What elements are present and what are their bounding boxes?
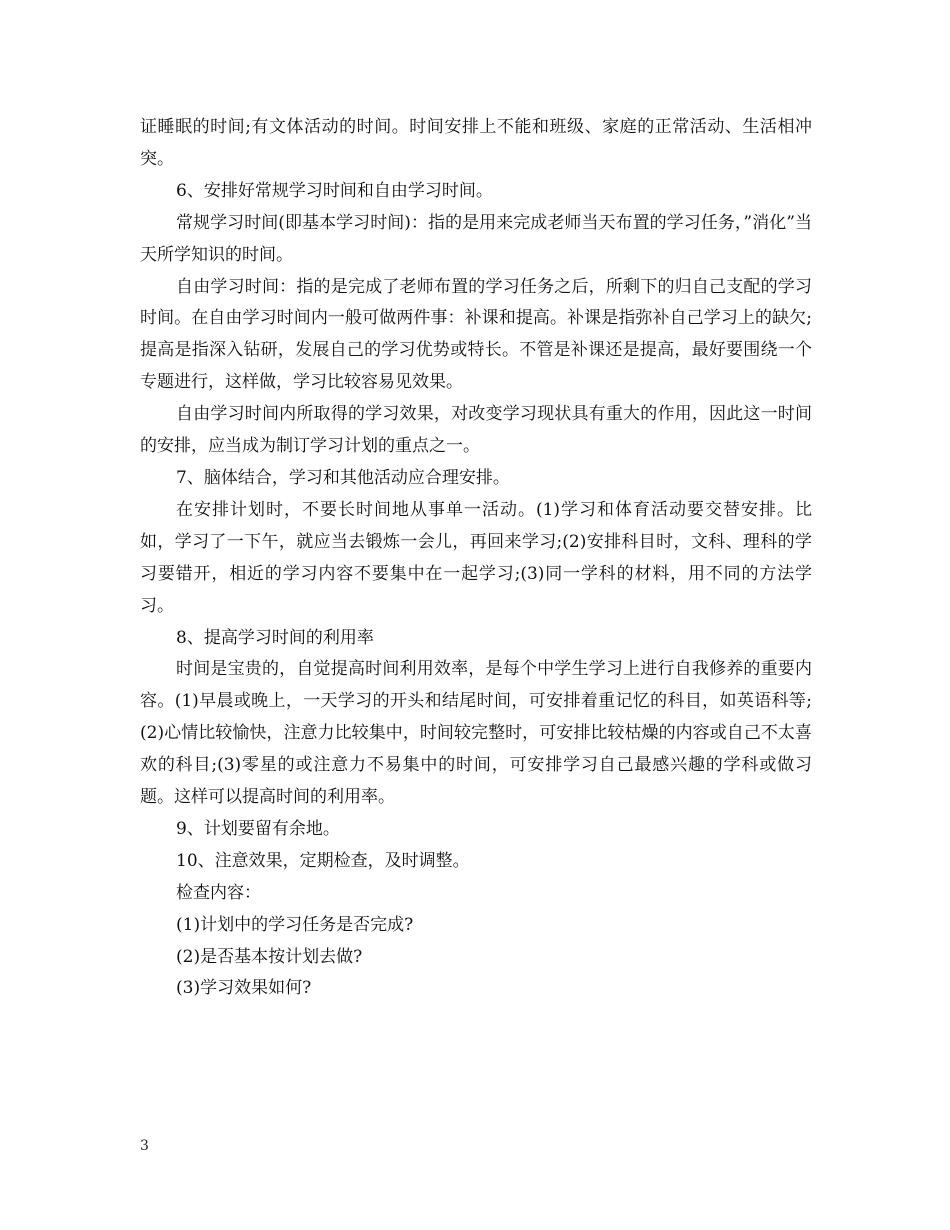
paragraph-9: 时间是宝贵的，自觉提高时间利用效率，是每个中学生学习上进行自我修养的重要内容。(1)早晨或晚上，一天学习的开头和结尾时间，可安排着重记忆的科目，如英语科等;(2)心情比较愉快，注意力比较集中，时间较完整时，可安排比较枯燥的内容或自己不太喜欢的科目;(3)零星的或注意力不易集中的时间，可安排学习自己最感兴趣的学科或做习题。这样可以提高时间的利用率。 (140, 659, 812, 808)
page-number: 3 (140, 1138, 149, 1154)
checklist-item-1: (1)计划中的学习任务是否完成? (176, 914, 414, 935)
paragraph-7: 在安排计划时，不要长时间地从事单一活动。(1)学习和体育活动要交替安排。比如，学习了一下午，就应当去锻炼一会儿，再回来学习;(2)安排科目时，文科、理科的学习要错开，相近的学习内容不要集中在一起学习;(3)同一学科的材料，用不同的方法学习。 (140, 499, 812, 616)
paragraph-11-heading-10: 10、注意效果，定期检查，及时调整。 (176, 850, 470, 871)
paragraph-10-heading-9: 9、计划要留有余地。 (176, 818, 340, 839)
paragraph-3: 常规学习时间(即基本学习时间)：指的是用来完成老师当天布置的学习任务，”消化”当天所学知识的时间。 (140, 212, 812, 265)
paragraph-8-heading-8: 8、提高学习时间的利用率 (176, 627, 374, 648)
paragraph-5: 自由学习时间内所取得的学习效果，对改变学习现状具有重大的作用，因此这一时间的安排，应当成为制订学习计划的重点之一。 (140, 404, 812, 457)
checklist-item-3: (3)学习效果如何? (176, 978, 312, 999)
paragraph-12: 检查内容： (176, 882, 261, 903)
paragraph-6-heading-7: 7、脑体结合，学习和其他活动应合理安排。 (176, 467, 510, 488)
checklist-item-2: (2)是否基本按计划去做? (176, 946, 363, 967)
paragraph-4: 自由学习时间：指的是完成了老师布置的学习任务之后，所剩下的归自己支配的学习时间。在自由学习时间内一般可做两件事：补课和提高。补课是指弥补自己学习上的缺欠;提高是指深入钻研，发展自己的学习优势或特长。不管是补课还是提高，最好要围绕一个专题进行，这样做，学习比较容易见效果。 (140, 276, 812, 393)
paragraph-2-heading-6: 6、安排好常规学习时间和自由学习时间。 (176, 180, 493, 201)
paragraph-1: 证睡眠的时间;有文体活动的时间。时间安排上不能和班级、家庭的正常活动、生活相冲突。 (140, 117, 812, 169)
document-body (140, 112, 812, 1005)
